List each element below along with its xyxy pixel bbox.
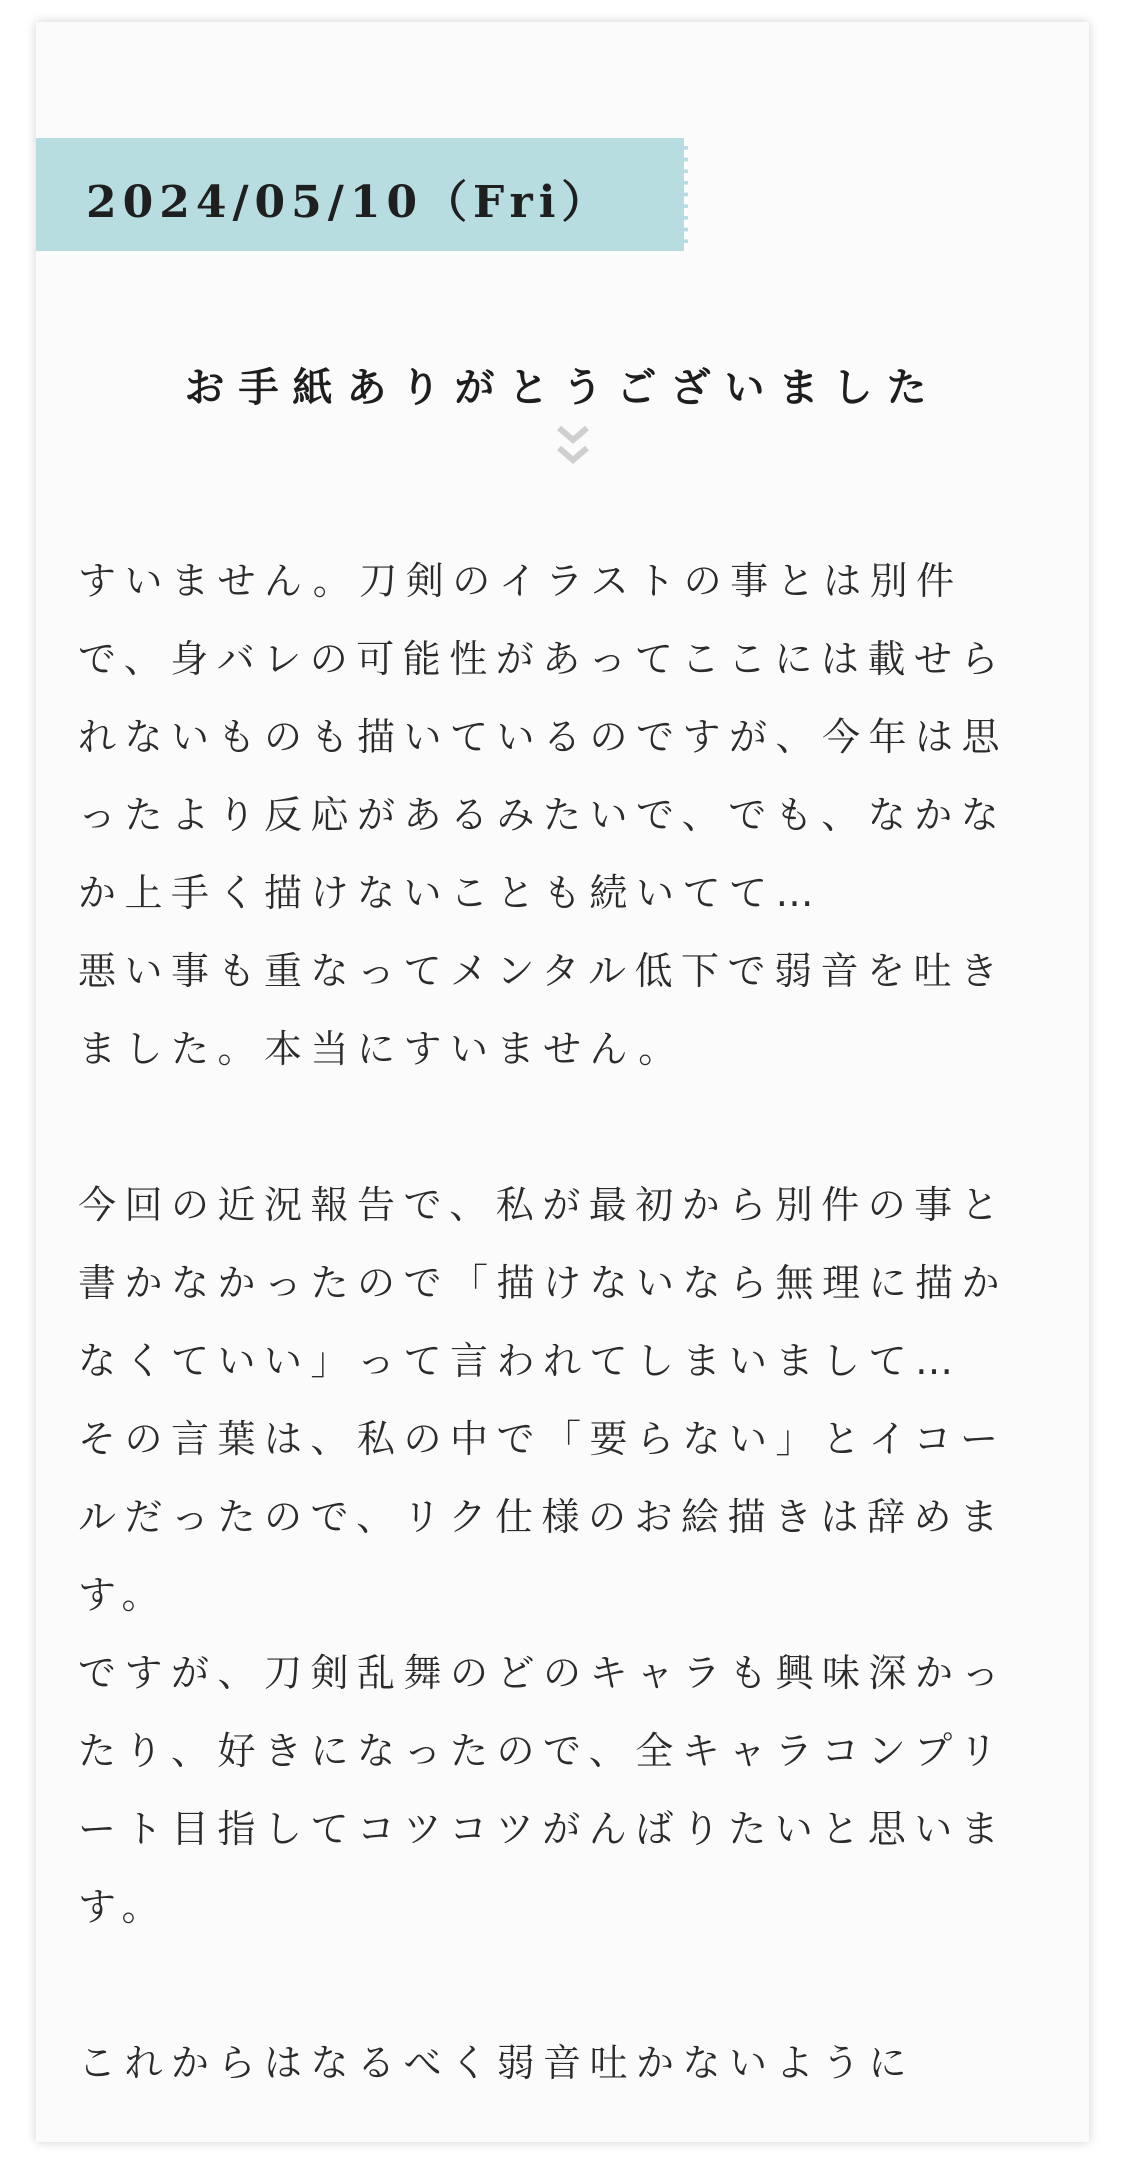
body-line: 今回の近況報告で、私が最初から別件の事と bbox=[78, 1183, 1008, 1227]
double-chevron-down-icon bbox=[555, 424, 591, 472]
body-line: で、身バレの可能性があってここには載せら bbox=[78, 637, 1007, 681]
entry-title: お手紙ありがとうございました bbox=[184, 364, 941, 411]
paragraph bbox=[78, 1166, 1018, 1946]
body-line: 書かなかったので「描けないなら無理に描か bbox=[78, 1261, 1009, 1305]
body-line: ました。本当にすいません。 bbox=[78, 1027, 685, 1071]
body-line: ルだったので、リク仕様のお絵描きは辞めま bbox=[78, 1495, 1007, 1539]
entry-date: 2024/05/10（Fri） bbox=[86, 177, 612, 228]
body-line: れないものも描いているのですが、今年は思 bbox=[78, 715, 1009, 759]
body-line: す。 bbox=[78, 1573, 168, 1617]
entry-body bbox=[78, 542, 1018, 2180]
body-line: ですが、刀剣乱舞のどのキャラも興味深かっ bbox=[78, 1651, 1009, 1695]
date-label-tab bbox=[36, 138, 688, 251]
body-line: すいません。刀剣のイラストの事とは別件 bbox=[78, 559, 963, 603]
body-line: ったより反応があるみたいで、でも、なかな bbox=[78, 793, 1008, 837]
body-line: なくていい」って言われてしまいまして… bbox=[78, 1339, 962, 1383]
body-line: 悪い事も重なってメンタル低下で弱音を吐き bbox=[78, 949, 1007, 993]
body-line: ート目指してコツコツがんばりたいと思いま bbox=[78, 1807, 1008, 1851]
paragraph bbox=[78, 2024, 1018, 2102]
body-line: か上手く描けないことも続いてて… bbox=[78, 871, 823, 915]
body-line: これからはなるべく弱音吐かないように bbox=[78, 2041, 916, 2085]
body-line: たり、好きになったので、全キャラコンプリ bbox=[78, 1729, 1006, 1773]
body-line: その言葉は、私の中で「要らない」とイコー bbox=[78, 1417, 1007, 1461]
body-line: す。 bbox=[78, 1885, 168, 1929]
paragraph bbox=[78, 542, 1018, 1088]
